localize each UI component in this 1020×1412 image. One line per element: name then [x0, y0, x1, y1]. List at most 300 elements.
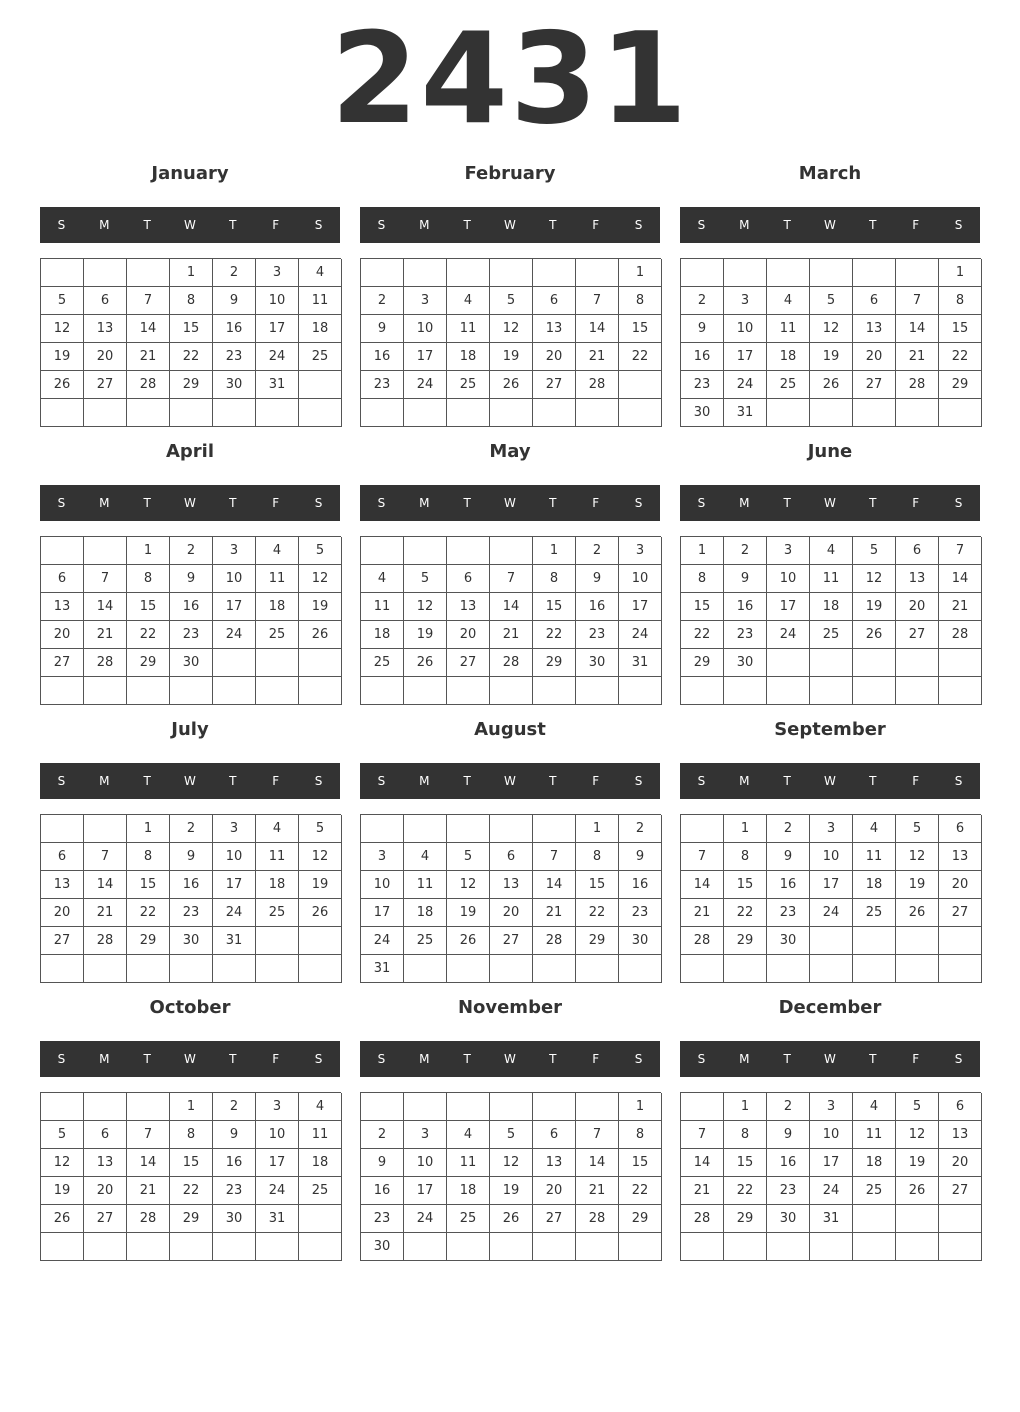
empty-day-cell [619, 955, 662, 983]
empty-day-cell [767, 1233, 810, 1261]
day-cell: 16 [361, 1177, 404, 1205]
days-grid [680, 814, 981, 983]
day-cell: 30 [767, 1205, 810, 1233]
empty-day-cell [299, 955, 342, 983]
empty-day-cell [681, 259, 724, 287]
weekday-header [680, 763, 980, 799]
empty-day-cell [41, 537, 84, 565]
empty-day-cell [84, 1233, 127, 1261]
day-cell: 5 [853, 537, 896, 565]
day-cell: 9 [213, 287, 256, 315]
weekday-label: S [314, 496, 323, 510]
weekday-label: T [549, 496, 557, 510]
day-cell: 7 [84, 565, 127, 593]
days-grid [40, 814, 341, 983]
weekday-label: T [229, 496, 237, 510]
day-cell: 31 [256, 371, 299, 399]
day-cell: 19 [299, 871, 342, 899]
day-cell: 25 [767, 371, 810, 399]
empty-day-cell [853, 649, 896, 677]
empty-day-cell [84, 677, 127, 705]
day-cell: 8 [127, 843, 170, 871]
empty-day-cell [41, 1233, 84, 1261]
empty-day-cell [404, 677, 447, 705]
day-cell: 26 [810, 371, 853, 399]
empty-day-cell [576, 677, 619, 705]
day-cell: 25 [256, 899, 299, 927]
day-cell: 26 [896, 1177, 939, 1205]
empty-day-cell [490, 955, 533, 983]
empty-day-cell [404, 537, 447, 565]
weekday-label: S [954, 774, 963, 788]
day-cell: 11 [299, 1121, 342, 1149]
day-cell: 8 [939, 287, 982, 315]
weekday-label: S [954, 218, 963, 232]
empty-day-cell [533, 1093, 576, 1121]
month-name: April [165, 441, 215, 462]
day-cell: 1 [724, 815, 767, 843]
day-cell: 13 [939, 843, 982, 871]
weekday-header [40, 763, 340, 799]
day-cell: 22 [681, 621, 724, 649]
day-cell: 31 [724, 399, 767, 427]
day-cell: 11 [447, 315, 490, 343]
day-cell: 28 [127, 1205, 170, 1233]
day-cell: 25 [810, 621, 853, 649]
day-cell: 17 [404, 343, 447, 371]
empty-day-cell [939, 955, 982, 983]
day-cell: 11 [256, 565, 299, 593]
empty-day-cell [576, 1093, 619, 1121]
day-cell: 2 [619, 815, 662, 843]
day-cell: 28 [127, 371, 170, 399]
day-cell: 8 [170, 287, 213, 315]
day-cell: 9 [170, 565, 213, 593]
empty-day-cell [576, 399, 619, 427]
day-cell: 16 [724, 593, 767, 621]
weekday-label: T [463, 496, 471, 510]
day-cell: 7 [84, 843, 127, 871]
empty-day-cell [767, 649, 810, 677]
day-cell: 21 [681, 1177, 724, 1205]
day-cell: 21 [533, 899, 576, 927]
day-cell: 11 [299, 287, 342, 315]
day-cell: 2 [213, 259, 256, 287]
day-cell: 26 [447, 927, 490, 955]
weekday-label: T [463, 218, 471, 232]
day-cell: 16 [170, 871, 213, 899]
empty-day-cell [404, 399, 447, 427]
weekday-label: T [783, 774, 791, 788]
day-cell: 1 [170, 259, 213, 287]
weekday-header [360, 763, 660, 799]
day-cell: 3 [256, 1093, 299, 1121]
empty-day-cell [853, 1205, 896, 1233]
empty-day-cell [619, 371, 662, 399]
day-cell: 18 [810, 593, 853, 621]
day-cell: 19 [447, 899, 490, 927]
empty-day-cell [810, 649, 853, 677]
weekday-label: T [869, 1052, 877, 1066]
month-name: November [457, 997, 563, 1018]
day-cell: 8 [619, 1121, 662, 1149]
day-cell: 23 [681, 371, 724, 399]
empty-day-cell [810, 259, 853, 287]
day-cell: 29 [170, 371, 213, 399]
day-cell: 9 [170, 843, 213, 871]
empty-day-cell [767, 399, 810, 427]
day-cell: 14 [939, 565, 982, 593]
day-cell: 22 [127, 621, 170, 649]
day-cell: 12 [404, 593, 447, 621]
day-cell: 29 [681, 649, 724, 677]
day-cell: 12 [490, 315, 533, 343]
day-cell: 23 [170, 899, 213, 927]
day-cell: 18 [299, 1149, 342, 1177]
empty-day-cell [853, 677, 896, 705]
weekday-label: F [272, 218, 280, 232]
empty-day-cell [127, 677, 170, 705]
day-cell: 26 [41, 371, 84, 399]
day-cell: 23 [767, 899, 810, 927]
weekday-label: M [419, 1052, 430, 1066]
day-cell: 29 [724, 1205, 767, 1233]
weekday-label: S [697, 496, 706, 510]
day-cell: 1 [939, 259, 982, 287]
weekday-header [40, 207, 340, 243]
day-cell: 16 [681, 343, 724, 371]
weekday-label: F [592, 218, 600, 232]
day-cell: 6 [939, 815, 982, 843]
empty-day-cell [490, 1233, 533, 1261]
day-cell: 19 [896, 871, 939, 899]
empty-day-cell [170, 955, 213, 983]
days-grid [40, 1092, 341, 1261]
day-cell: 20 [939, 1149, 982, 1177]
day-cell: 24 [361, 927, 404, 955]
day-cell: 18 [361, 621, 404, 649]
day-cell: 4 [256, 815, 299, 843]
empty-day-cell [447, 815, 490, 843]
day-cell: 11 [361, 593, 404, 621]
day-cell: 10 [256, 1121, 299, 1149]
empty-day-cell [681, 677, 724, 705]
day-cell: 24 [404, 1205, 447, 1233]
empty-day-cell [361, 1093, 404, 1121]
day-cell: 12 [490, 1149, 533, 1177]
day-cell: 1 [576, 815, 619, 843]
weekday-label: W [184, 496, 196, 510]
day-cell: 29 [724, 927, 767, 955]
weekday-label: S [377, 774, 386, 788]
empty-day-cell [84, 815, 127, 843]
day-cell: 18 [447, 343, 490, 371]
empty-day-cell [896, 927, 939, 955]
weekday-label: M [99, 1052, 110, 1066]
weekday-label: W [824, 218, 836, 232]
day-cell: 17 [213, 871, 256, 899]
day-cell: 12 [41, 315, 84, 343]
weekday-label: W [504, 1052, 516, 1066]
day-cell: 24 [213, 899, 256, 927]
day-cell: 15 [619, 1149, 662, 1177]
day-cell: 1 [681, 537, 724, 565]
empty-day-cell [127, 1093, 170, 1121]
day-cell: 5 [896, 1093, 939, 1121]
weekday-label: M [739, 496, 750, 510]
empty-day-cell [853, 955, 896, 983]
empty-day-cell [361, 677, 404, 705]
day-cell: 4 [299, 259, 342, 287]
day-cell: 11 [404, 871, 447, 899]
empty-day-cell [170, 399, 213, 427]
day-cell: 3 [361, 843, 404, 871]
day-cell: 30 [213, 1205, 256, 1233]
weekday-label: W [184, 218, 196, 232]
weekday-label: W [184, 1052, 196, 1066]
empty-day-cell [41, 677, 84, 705]
day-cell: 23 [361, 1205, 404, 1233]
weekday-label: T [229, 218, 237, 232]
day-cell: 10 [213, 565, 256, 593]
empty-day-cell [896, 399, 939, 427]
weekday-label: W [504, 496, 516, 510]
empty-day-cell [361, 399, 404, 427]
empty-day-cell [724, 259, 767, 287]
day-cell: 21 [127, 1177, 170, 1205]
weekday-label: W [504, 218, 516, 232]
empty-day-cell [361, 259, 404, 287]
day-cell: 14 [576, 1149, 619, 1177]
day-cell: 10 [361, 871, 404, 899]
weekday-label: T [463, 1052, 471, 1066]
day-cell: 3 [213, 815, 256, 843]
weekday-label: T [549, 774, 557, 788]
day-cell: 30 [619, 927, 662, 955]
day-cell: 24 [213, 621, 256, 649]
day-cell: 3 [404, 287, 447, 315]
weekday-label: S [634, 218, 643, 232]
empty-day-cell [256, 399, 299, 427]
day-cell: 8 [681, 565, 724, 593]
empty-day-cell [724, 1233, 767, 1261]
day-cell: 2 [361, 287, 404, 315]
day-cell: 26 [896, 899, 939, 927]
day-cell: 13 [41, 871, 84, 899]
day-cell: 5 [41, 287, 84, 315]
day-cell: 3 [213, 537, 256, 565]
day-cell: 21 [127, 343, 170, 371]
day-cell: 26 [299, 621, 342, 649]
weekday-label: S [314, 1052, 323, 1066]
day-cell: 23 [724, 621, 767, 649]
empty-day-cell [939, 1205, 982, 1233]
day-cell: 15 [724, 1149, 767, 1177]
day-cell: 27 [896, 621, 939, 649]
empty-day-cell [490, 259, 533, 287]
day-cell: 5 [404, 565, 447, 593]
day-cell: 10 [767, 565, 810, 593]
empty-day-cell [533, 399, 576, 427]
day-cell: 13 [533, 315, 576, 343]
empty-day-cell [853, 1233, 896, 1261]
day-cell: 27 [41, 927, 84, 955]
day-cell: 7 [896, 287, 939, 315]
empty-day-cell [404, 259, 447, 287]
empty-day-cell [213, 955, 256, 983]
day-cell: 23 [767, 1177, 810, 1205]
day-cell: 28 [84, 649, 127, 677]
day-cell: 22 [619, 343, 662, 371]
days-grid [360, 258, 661, 427]
weekday-label: M [99, 496, 110, 510]
day-cell: 16 [361, 343, 404, 371]
day-cell: 16 [213, 1149, 256, 1177]
weekday-label: S [57, 218, 66, 232]
weekday-label: S [57, 496, 66, 510]
day-cell: 20 [84, 1177, 127, 1205]
day-cell: 11 [447, 1149, 490, 1177]
day-cell: 5 [490, 287, 533, 315]
day-cell: 29 [533, 649, 576, 677]
empty-day-cell [127, 1233, 170, 1261]
day-cell: 20 [41, 621, 84, 649]
day-cell: 28 [681, 1205, 724, 1233]
day-cell: 4 [256, 537, 299, 565]
empty-day-cell [896, 955, 939, 983]
day-cell: 25 [853, 899, 896, 927]
day-cell: 28 [490, 649, 533, 677]
month-name: December [778, 997, 882, 1018]
weekday-label: S [697, 774, 706, 788]
day-cell: 16 [767, 1149, 810, 1177]
empty-day-cell [299, 927, 342, 955]
day-cell: 21 [490, 621, 533, 649]
day-cell: 30 [170, 927, 213, 955]
day-cell: 6 [533, 287, 576, 315]
day-cell: 30 [213, 371, 256, 399]
day-cell: 8 [533, 565, 576, 593]
day-cell: 9 [724, 565, 767, 593]
day-cell: 25 [361, 649, 404, 677]
empty-day-cell [41, 399, 84, 427]
day-cell: 20 [533, 343, 576, 371]
empty-day-cell [84, 537, 127, 565]
day-cell: 1 [127, 537, 170, 565]
day-cell: 11 [853, 843, 896, 871]
day-cell: 13 [41, 593, 84, 621]
empty-day-cell [213, 1233, 256, 1261]
day-cell: 16 [767, 871, 810, 899]
month-name: August [474, 719, 546, 740]
weekday-label: M [99, 774, 110, 788]
day-cell: 24 [404, 371, 447, 399]
month-name: January [151, 163, 229, 184]
day-cell: 22 [170, 1177, 213, 1205]
empty-day-cell [533, 955, 576, 983]
empty-day-cell [810, 677, 853, 705]
day-cell: 2 [767, 815, 810, 843]
day-cell: 7 [127, 1121, 170, 1149]
empty-day-cell [896, 259, 939, 287]
day-cell: 14 [84, 593, 127, 621]
day-cell: 22 [724, 1177, 767, 1205]
weekday-label: T [783, 218, 791, 232]
empty-day-cell [896, 1205, 939, 1233]
empty-day-cell [767, 259, 810, 287]
day-cell: 23 [619, 899, 662, 927]
weekday-label: T [549, 218, 557, 232]
day-cell: 22 [576, 899, 619, 927]
weekday-label: S [314, 218, 323, 232]
day-cell: 6 [41, 843, 84, 871]
empty-day-cell [939, 677, 982, 705]
day-cell: 14 [681, 1149, 724, 1177]
month-name: July [171, 719, 209, 740]
day-cell: 30 [767, 927, 810, 955]
day-cell: 20 [896, 593, 939, 621]
weekday-label: S [697, 218, 706, 232]
weekday-label: W [824, 1052, 836, 1066]
day-cell: 30 [170, 649, 213, 677]
day-cell: 4 [404, 843, 447, 871]
day-cell: 9 [619, 843, 662, 871]
day-cell: 10 [256, 287, 299, 315]
day-cell: 2 [361, 1121, 404, 1149]
day-cell: 24 [810, 899, 853, 927]
day-cell: 17 [213, 593, 256, 621]
day-cell: 13 [853, 315, 896, 343]
weekday-header [40, 485, 340, 521]
weekday-label: M [739, 774, 750, 788]
day-cell: 24 [810, 1177, 853, 1205]
day-cell: 3 [256, 259, 299, 287]
empty-day-cell [681, 1093, 724, 1121]
day-cell: 17 [256, 1149, 299, 1177]
year-title: 2431 [330, 5, 690, 152]
day-cell: 3 [619, 537, 662, 565]
weekday-label: F [912, 218, 920, 232]
day-cell: 26 [404, 649, 447, 677]
day-cell: 27 [84, 1205, 127, 1233]
day-cell: 14 [127, 1149, 170, 1177]
empty-day-cell [810, 927, 853, 955]
day-cell: 6 [447, 565, 490, 593]
day-cell: 20 [853, 343, 896, 371]
day-cell: 29 [127, 649, 170, 677]
day-cell: 12 [810, 315, 853, 343]
weekday-label: F [592, 774, 600, 788]
empty-day-cell [810, 1233, 853, 1261]
day-cell: 2 [213, 1093, 256, 1121]
weekday-label: M [419, 496, 430, 510]
empty-day-cell [84, 955, 127, 983]
day-cell: 11 [853, 1121, 896, 1149]
empty-day-cell [490, 1093, 533, 1121]
day-cell: 11 [810, 565, 853, 593]
day-cell: 28 [896, 371, 939, 399]
day-cell: 15 [576, 871, 619, 899]
day-cell: 26 [299, 899, 342, 927]
day-cell: 24 [256, 343, 299, 371]
weekday-label: T [463, 774, 471, 788]
day-cell: 15 [127, 593, 170, 621]
day-cell: 22 [170, 343, 213, 371]
day-cell: 22 [619, 1177, 662, 1205]
day-cell: 25 [299, 1177, 342, 1205]
weekday-label: T [783, 1052, 791, 1066]
day-cell: 24 [256, 1177, 299, 1205]
